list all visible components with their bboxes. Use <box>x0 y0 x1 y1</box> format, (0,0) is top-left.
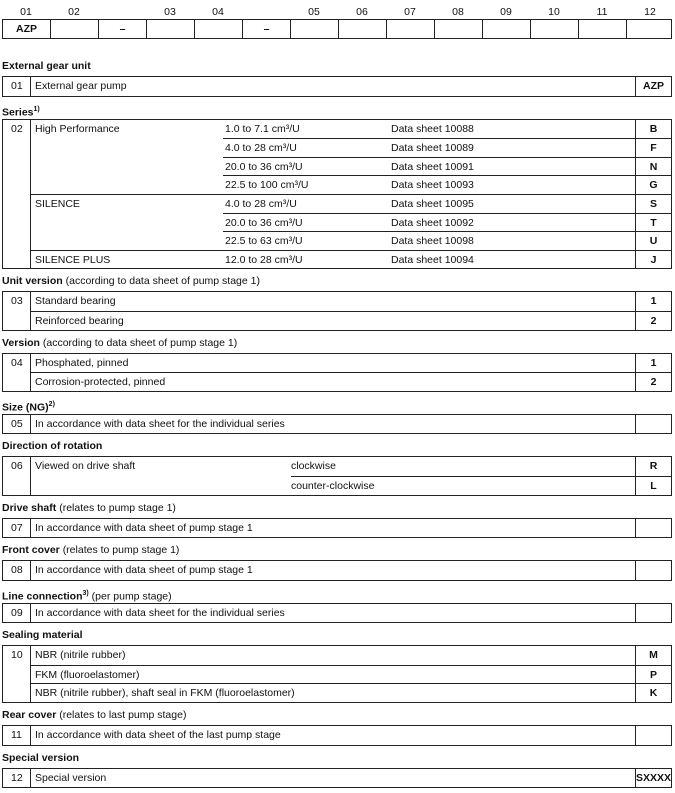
position-number: 01 <box>3 77 31 96</box>
option-row <box>3 726 671 745</box>
code-box[interactable] <box>579 20 627 38</box>
option-main <box>31 604 635 623</box>
section-title: Size (NG) <box>2 401 49 414</box>
option-main <box>31 372 635 391</box>
option-main <box>31 138 635 157</box>
option-main <box>31 175 635 194</box>
option-row <box>3 646 671 665</box>
option-code[interactable]: J <box>635 250 671 269</box>
option-row <box>3 354 671 373</box>
section-note: (relates to last pump stage) <box>59 709 187 722</box>
series-name <box>31 231 223 250</box>
code-box[interactable] <box>435 20 483 38</box>
position-number <box>3 157 31 176</box>
data-sheet-ref: Data sheet 10093 <box>391 179 474 192</box>
option-detail <box>223 175 635 194</box>
code-box[interactable] <box>387 20 435 38</box>
option-main <box>31 77 635 96</box>
position-number: 04 <box>3 354 31 373</box>
option-code[interactable]: K <box>635 683 671 702</box>
position-number: 07 <box>3 519 31 538</box>
section-special-version <box>2 751 672 789</box>
option-table <box>2 603 672 624</box>
section-title: Direction of rotation <box>2 440 103 453</box>
position-label: 11 <box>596 6 608 18</box>
option-label: In accordance with data sheet for the individual series <box>35 417 285 430</box>
position-label: 09 <box>500 6 512 18</box>
footnote-ref: 3) <box>82 589 89 597</box>
section-direction-of-rotation <box>2 439 672 495</box>
option-row <box>3 292 671 311</box>
option-main <box>31 476 635 495</box>
data-sheet-ref: Data sheet 10092 <box>391 216 474 229</box>
option-label: Phosphated, pinned <box>35 356 129 369</box>
section-heading <box>2 397 672 414</box>
position-label: 07 <box>404 6 416 18</box>
section-line-connection <box>2 586 672 624</box>
code-box[interactable] <box>339 20 387 38</box>
option-detail <box>223 194 635 213</box>
position-number: 05 <box>3 415 31 434</box>
option-main <box>31 561 635 580</box>
position-number <box>3 311 31 330</box>
position-label: 12 <box>644 6 656 18</box>
section-note: (according to data sheet of pump stage 1) <box>42 336 238 349</box>
position-number <box>3 476 31 495</box>
series-name: High Performance <box>35 122 120 135</box>
section-sealing-material <box>2 628 672 703</box>
code-box[interactable]: – <box>99 20 147 38</box>
section-heading <box>2 336 672 353</box>
position-number <box>3 194 31 213</box>
option-label <box>31 476 291 495</box>
section-title: Front cover <box>2 544 60 557</box>
option-detail <box>223 231 635 250</box>
position-number <box>3 231 31 250</box>
section-note: (relates to pump stage 1) <box>59 501 176 514</box>
section-heading <box>2 501 672 518</box>
option-main <box>31 683 635 702</box>
position-number <box>3 665 31 684</box>
option-label: Special version <box>35 771 107 784</box>
code-box[interactable] <box>483 20 531 38</box>
option-main <box>31 415 635 434</box>
displacement-range: 20.0 to 36 cm³/U <box>225 216 303 229</box>
section-drive-shaft <box>2 501 672 539</box>
series-name <box>31 175 223 194</box>
data-sheet-ref: Data sheet 10098 <box>391 235 474 248</box>
rotation-direction: clockwise <box>291 460 336 473</box>
position-number: 10 <box>3 646 31 665</box>
position-number <box>3 175 31 194</box>
option-row <box>3 372 671 391</box>
option-row <box>3 175 671 194</box>
section-heading <box>2 708 672 725</box>
option-code[interactable]: 1 <box>635 354 671 373</box>
option-main <box>31 120 635 139</box>
position-label: 10 <box>548 6 560 18</box>
option-detail <box>291 476 635 495</box>
option-code[interactable]: 2 <box>635 372 671 391</box>
position-label: 01 <box>20 6 32 18</box>
option-main <box>31 354 635 373</box>
position-number <box>3 213 31 232</box>
section-series <box>2 102 672 270</box>
displacement-range: 22.5 to 63 cm³/U <box>225 235 303 248</box>
section-title: Version <box>2 336 40 349</box>
section-heading <box>2 274 672 291</box>
option-row <box>3 769 671 788</box>
option-row <box>3 457 671 476</box>
option-row <box>3 231 671 250</box>
code-box[interactable] <box>195 20 243 38</box>
option-code[interactable]: S <box>635 194 671 213</box>
position-label: 08 <box>452 6 464 18</box>
rotation-direction: counter-clockwise <box>291 479 375 492</box>
footnote-ref: 2) <box>48 400 55 408</box>
option-code[interactable]: U <box>635 231 671 250</box>
position-number: 02 <box>3 120 31 139</box>
option-row <box>3 519 671 538</box>
section-title: Sealing material <box>2 629 83 642</box>
option-code[interactable]: N <box>635 157 671 176</box>
option-label: Viewed on drive shaft <box>35 460 136 473</box>
option-main <box>31 292 635 311</box>
option-label: In accordance with data sheet for the individual series <box>35 606 285 619</box>
data-sheet-ref: Data sheet 10094 <box>391 253 474 266</box>
displacement-range: 22.5 to 100 cm³/U <box>225 179 309 192</box>
series-name <box>31 138 223 157</box>
option-row <box>3 561 671 580</box>
section-title: Drive shaft <box>2 501 57 514</box>
section-version <box>2 336 672 392</box>
option-detail <box>223 138 635 157</box>
section-heading <box>2 751 672 768</box>
position-number <box>3 372 31 391</box>
option-code[interactable]: AZP <box>635 77 671 96</box>
position-number: 03 <box>3 292 31 311</box>
option-label: External gear pump <box>35 80 127 92</box>
option-main <box>31 726 635 745</box>
option-code[interactable]: L <box>635 476 671 495</box>
data-sheet-ref: Data sheet 10095 <box>391 197 474 210</box>
option-main <box>31 457 635 476</box>
position-label <box>98 6 146 18</box>
option-main <box>31 769 635 788</box>
position-label: 02 <box>68 6 80 18</box>
position-label <box>242 6 290 18</box>
option-row <box>3 120 671 139</box>
section-title: Series <box>2 106 34 119</box>
section-title: Special version <box>2 751 80 764</box>
option-code[interactable]: SXXXX <box>635 769 671 788</box>
displacement-range: 1.0 to 7.1 cm³/U <box>225 122 300 135</box>
option-code[interactable] <box>635 604 671 623</box>
section-unit-version <box>2 274 672 330</box>
position-number: 11 <box>3 726 31 745</box>
option-code[interactable] <box>635 561 671 580</box>
option-row <box>3 476 671 495</box>
option-row <box>3 213 671 232</box>
option-code[interactable]: P <box>635 665 671 684</box>
option-table <box>2 560 672 581</box>
code-box[interactable] <box>531 20 579 38</box>
position-label: 05 <box>308 6 320 18</box>
code-box[interactable]: AZP <box>3 20 51 38</box>
option-label: NBR (nitrile rubber) <box>35 649 126 662</box>
option-detail <box>223 213 635 232</box>
option-row <box>3 415 671 434</box>
position-number <box>3 138 31 157</box>
option-label: In accordance with data sheet of pump stage 1 <box>35 564 253 577</box>
option-table <box>2 518 672 539</box>
option-label: In accordance with data sheet of the last pump stage <box>35 729 281 742</box>
option-table <box>2 353 672 392</box>
series-name: SILENCE <box>31 194 223 213</box>
option-code[interactable]: M <box>635 646 671 665</box>
option-table <box>2 768 672 789</box>
option-table <box>2 645 672 703</box>
option-table <box>2 414 672 435</box>
option-main <box>31 157 635 176</box>
section-size-ng- <box>2 397 672 435</box>
displacement-range: 4.0 to 28 cm³/U <box>225 142 297 155</box>
section-rear-cover <box>2 708 672 746</box>
option-code[interactable]: T <box>635 213 671 232</box>
section-front-cover <box>2 543 672 581</box>
option-label: NBR (nitrile rubber), shaft seal in FKM (fluoroelastomer) <box>35 687 295 700</box>
option-detail <box>223 250 635 269</box>
section-heading <box>2 439 672 456</box>
option-main <box>31 665 635 684</box>
option-row <box>3 250 671 269</box>
option-label: Corrosion-protected, pinned <box>35 376 166 389</box>
section-heading <box>2 59 672 76</box>
option-detail <box>291 457 635 476</box>
option-code[interactable]: F <box>635 138 671 157</box>
code-box[interactable] <box>147 20 195 38</box>
option-code[interactable] <box>635 519 671 538</box>
option-table <box>2 76 672 97</box>
section-title: Line connection <box>2 590 83 603</box>
ordering-code-boxes <box>2 19 672 39</box>
option-main <box>31 519 635 538</box>
displacement-range: 20.0 to 36 cm³/U <box>225 160 303 173</box>
code-box[interactable] <box>51 20 99 38</box>
option-main <box>31 311 635 330</box>
option-row <box>3 194 671 213</box>
ordering-sections <box>2 59 672 793</box>
option-label: FKM (fluoroelastomer) <box>35 668 140 681</box>
option-row <box>3 138 671 157</box>
section-heading <box>2 543 672 560</box>
option-main <box>31 194 635 213</box>
option-label: In accordance with data sheet of pump stage 1 <box>35 521 253 534</box>
footnote-ref: 1) <box>33 105 40 113</box>
option-table <box>2 119 672 270</box>
position-label: 06 <box>356 6 368 18</box>
option-row <box>3 77 671 96</box>
option-table <box>2 291 672 330</box>
option-code[interactable]: G <box>635 175 671 194</box>
section-note: (according to data sheet of pump stage 1) <box>65 275 260 288</box>
option-code[interactable]: R <box>635 457 671 476</box>
position-number: 06 <box>3 457 31 476</box>
code-box[interactable] <box>291 20 339 38</box>
position-number: 09 <box>3 604 31 623</box>
option-row <box>3 665 671 684</box>
data-sheet-ref: Data sheet 10091 <box>391 160 474 173</box>
code-box[interactable]: – <box>243 20 291 38</box>
data-sheet-ref: Data sheet 10089 <box>391 142 474 155</box>
option-detail <box>223 157 635 176</box>
section-title: Rear cover <box>2 709 57 722</box>
option-row <box>3 683 671 702</box>
option-table <box>2 456 672 495</box>
section-title: External gear unit <box>2 60 91 72</box>
option-code[interactable] <box>635 726 671 745</box>
displacement-range: 4.0 to 28 cm³/U <box>225 197 297 210</box>
option-code[interactable] <box>635 415 671 434</box>
option-main <box>31 250 635 269</box>
position-label: 04 <box>212 6 224 18</box>
series-name <box>31 213 223 232</box>
section-title: Unit version <box>2 275 63 288</box>
option-detail <box>223 120 635 139</box>
position-label: 03 <box>164 6 176 18</box>
position-number <box>3 250 31 269</box>
position-number <box>3 683 31 702</box>
series-name <box>31 157 223 176</box>
position-number: 12 <box>3 769 31 788</box>
option-main <box>31 213 635 232</box>
option-label: Reinforced bearing <box>35 314 124 327</box>
option-row <box>3 604 671 623</box>
option-code[interactable]: 2 <box>635 311 671 330</box>
option-label: Standard bearing <box>35 295 116 308</box>
series-name: SILENCE PLUS <box>31 250 223 269</box>
option-table <box>2 725 672 746</box>
position-number: 08 <box>3 561 31 580</box>
displacement-range: 12.0 to 28 cm³/U <box>225 253 303 266</box>
section-heading <box>2 102 672 119</box>
option-main <box>31 646 635 665</box>
option-code[interactable]: 1 <box>635 292 671 311</box>
section-note: (relates to pump stage 1) <box>62 544 180 557</box>
option-row <box>3 157 671 176</box>
option-code[interactable]: B <box>635 120 671 139</box>
section-heading <box>2 586 672 603</box>
code-box[interactable] <box>627 20 671 38</box>
section-external-gear-unit <box>2 59 672 97</box>
section-heading <box>2 628 672 645</box>
position-labels <box>2 6 674 18</box>
option-row <box>3 311 671 330</box>
data-sheet-ref: Data sheet 10088 <box>391 122 474 135</box>
section-note: (per pump stage) <box>91 590 172 603</box>
option-main <box>31 231 635 250</box>
